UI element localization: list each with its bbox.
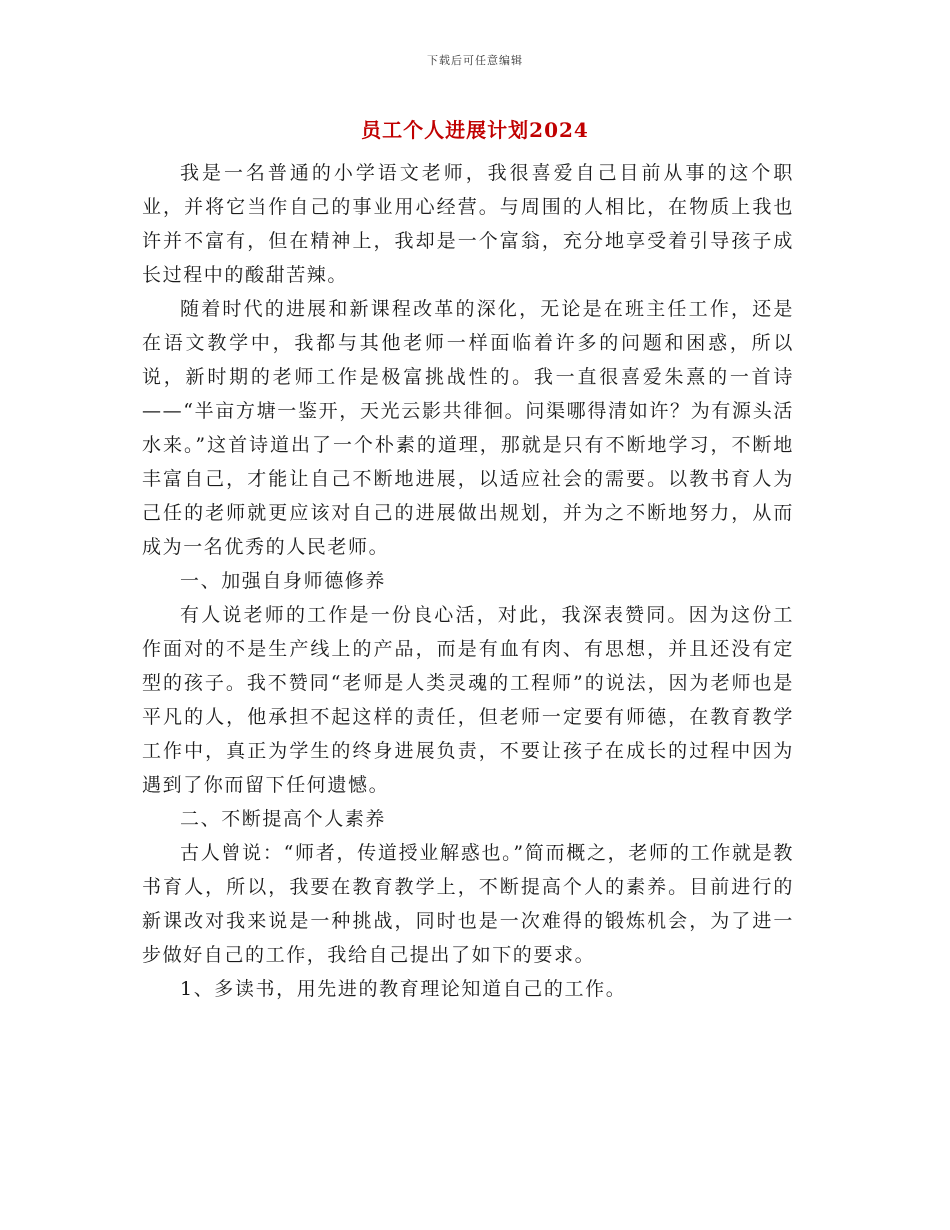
section-heading-2: 二、不断提高个人素养 <box>180 808 387 830</box>
paragraph-section-1: 有人说老师的工作是一份良心活，对此，我深表赞同。因为这份工作面对的不是生产线上的产品，而是有血有肉、有思想，并且还没有定型的孩子。我不赞同“老师是人类灵魂的工程师”的说法，因为老师也是平凡的人，他承担不起这样的责任，但老师一定要有师德，在教育教学工作中，真正为学生的终身进展负责，不要让孩子在成长的过程中因为遇到了你而留下任何遗憾。 <box>142 604 794 796</box>
page-header: 下载后可任意编辑 <box>427 54 523 67</box>
paragraph-background: 随着时代的进展和新课程改革的深化，无论是在班主任工作，还是在语文教学中，我都与其他老师一样面临着许多的问题和困惑，所以说，新时期的老师工作是极富挑战性的。我一直很喜爱朱熹的一首诗——“半亩方塘一鉴开，天光云影共徘徊。问渠哪得清如许？为有源头活水来。”这首诗道出了一个朴素的道理，那就是只有不断地学习，不断地丰富自己，才能让自己不断地进展，以适应社会的需要。以教书育人为己任的老师就更应该对自己的进展做出规划，并为之不断地努力，从而成为一名优秀的人民老师。 <box>142 298 794 558</box>
section-heading-1: 一、加强自身师德修养 <box>180 570 387 592</box>
document-body <box>142 156 794 1006</box>
list-item-1: 1、多读书，用先进的教育理论知道自己的工作。 <box>180 978 627 1000</box>
paragraph-section-2: 古人曾说：“师者，传道授业解惑也。”简而概之，老师的工作就是教书育人，所以，我要在教育教学上，不断提高个人的素养。目前进行的新课改对我来说是一种挑战，同时也是一次难得的锻炼机会，为了进一步做好自己的工作，我给自己提出了如下的要求。 <box>142 842 794 966</box>
paragraph-intro: 我是一名普通的小学语文老师，我很喜爱自己目前从事的这个职业，并将它当作自己的事业用心经营。与周围的人相比，在物质上我也许并不富有，但在精神上，我却是一个富翁，充分地享受着引导孩子成长过程中的酸甜苦辣。 <box>142 162 794 286</box>
document-title: 员工个人进展计划2024 <box>361 118 589 142</box>
